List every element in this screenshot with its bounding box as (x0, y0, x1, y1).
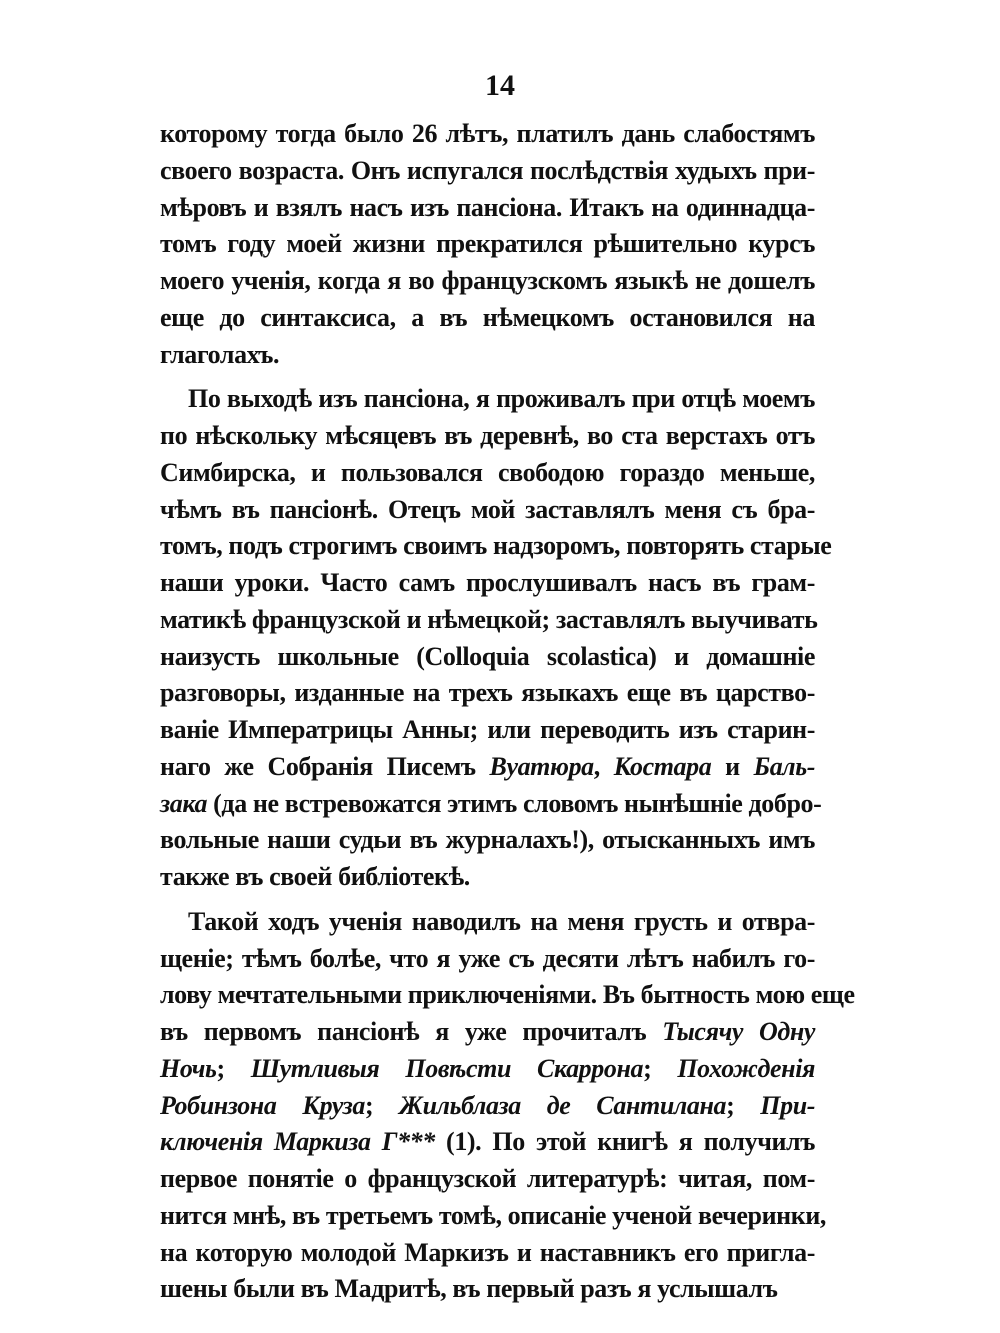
text-run: своего возраста. Онъ испугался послѣдствія худыхъ при- (160, 155, 815, 185)
text-line (160, 1161, 815, 1198)
text-line (160, 859, 815, 896)
italic-text: ключенія Маркиза Г*** (160, 1127, 435, 1157)
text-line (160, 381, 815, 418)
italic-text: Баль- (753, 751, 815, 781)
text-run: Такой ходъ ученія наводилъ на меня грусть и отвра- (188, 906, 815, 936)
italic-text: При- (760, 1090, 816, 1120)
text-line (160, 300, 815, 337)
text-line (160, 190, 815, 227)
text-run: Симбирска, и пользовался свободою гораздо меньше, (160, 457, 815, 487)
text-line (160, 602, 818, 639)
text-line (160, 822, 815, 859)
text-line (160, 1198, 827, 1235)
text-line (160, 941, 815, 978)
text-run: ; (216, 1053, 251, 1083)
text-run: также въ своей библіотекѣ. (160, 862, 470, 891)
text-line (160, 786, 822, 823)
text-line (160, 904, 815, 941)
text-line (160, 337, 815, 374)
text-line (160, 1051, 815, 1088)
paragraph (160, 904, 855, 1308)
italic-text: Шутливыя Повѣсти Скаррона (250, 1053, 644, 1083)
italic-text: Робинзона Круза (160, 1090, 365, 1120)
text-run: (1). По этой книгѣ я получилъ (434, 1127, 815, 1157)
text-line (160, 1235, 815, 1272)
text-line (160, 1124, 815, 1161)
text-run: шены были въ Мадритѣ, въ первый разъ я услышалъ (160, 1274, 778, 1304)
text-line (160, 977, 855, 1014)
page-number: 14 (485, 69, 515, 102)
text-run: вольные наши судьи въ журналахъ!), отысканныхъ имъ (160, 825, 815, 855)
text-line (160, 116, 815, 153)
italic-text: Похожденія (677, 1053, 816, 1083)
text-line (160, 455, 815, 492)
text-line (160, 1271, 815, 1308)
text-run: чѣмъ въ пансіонѣ. Отецъ мой заставлялъ меня съ бра- (160, 494, 815, 524)
text-run: мѣровъ и взялъ насъ изъ пансіона. Итакъ на одиннадца- (160, 192, 815, 222)
text-line (160, 418, 815, 455)
text-run: ; (364, 1090, 400, 1120)
text-run: разговоры, изданные на трехъ языкахъ еще въ царство- (160, 678, 815, 708)
italic-text: Ночь (160, 1053, 217, 1083)
text-run: по нѣскольку мѣсяцевъ въ деревнѣ, во ста верстахъ отъ (160, 421, 815, 450)
text-line (160, 263, 815, 300)
text-run: наго же Собранія Писемъ (160, 751, 490, 781)
text-line (160, 492, 815, 529)
text-run: первое понятіе о французской литературѣ: читая, пом- (160, 1164, 815, 1193)
text-run: По выходѣ изъ пансіона, я проживалъ при отцѣ моемъ (188, 384, 815, 414)
text-run: которому тогда было 26 лѣтъ, платилъ дань слабостямъ (160, 119, 815, 148)
italic-text: Вуатюра (489, 751, 594, 781)
body-text (160, 116, 855, 1308)
text-run: нится мнѣ, въ третьемъ томѣ, описаніе ученой вечеринки, (160, 1200, 827, 1230)
text-line (160, 675, 815, 712)
text-line (160, 565, 815, 602)
text-run: еще до синтаксиса, а въ нѣмецкомъ остановился на (160, 302, 815, 332)
text-run: (да не встревожатся этимъ словомъ нынѣшніе добро- (207, 788, 822, 818)
paragraph (160, 116, 815, 373)
italic-text: Тысячу Одну (662, 1017, 815, 1046)
text-line (160, 226, 815, 263)
text-run: томъ году моей жизни прекратился рѣшительно курсъ (160, 229, 815, 259)
text-run: и (711, 751, 754, 781)
text-run: ; (726, 1090, 761, 1120)
text-run: томъ, подъ строгимъ своимъ надзоромъ, повторять старые (160, 531, 832, 561)
text-run: щеніе; тѣмъ болѣе, что я уже съ десяти лѣтъ набилъ го- (160, 943, 815, 973)
text-run: матикѣ французской и нѣмецкой; заставлялъ выучивать (160, 604, 818, 634)
text-run: на которую молодой Маркизъ и наставникъ его пригла- (160, 1237, 815, 1267)
text-run: моего ученія, когда я во французскомъ языкѣ не дошелъ (160, 266, 815, 295)
italic-text: Жильблаза де Сантилана (399, 1090, 727, 1120)
paragraph (160, 381, 832, 896)
text-line (160, 153, 815, 190)
text-run: ; (643, 1053, 678, 1083)
text-line (160, 1014, 815, 1051)
text-run: ваніе Императрицы Анны; или переводить изъ старин- (160, 715, 815, 744)
text-line (160, 639, 815, 676)
text-line (160, 1088, 815, 1125)
italic-text: Костара (613, 751, 712, 781)
text-run: наши уроки. Часто самъ прослушивалъ насъ въ грам- (160, 568, 815, 597)
text-run: въ первомъ пансіонѣ я уже прочиталъ (160, 1017, 663, 1046)
text-line (160, 528, 832, 565)
text-run: лову мечтательными приключеніями. Въ бытность мою еще (160, 980, 855, 1010)
text-run: глаголахъ. (160, 339, 280, 369)
text-line (160, 712, 815, 749)
text-run: , (593, 751, 614, 781)
text-line (160, 749, 815, 786)
italic-text: зака (160, 788, 208, 818)
text-run: наизусть школьные (Colloquia scolastica) и домашніе (160, 641, 815, 671)
